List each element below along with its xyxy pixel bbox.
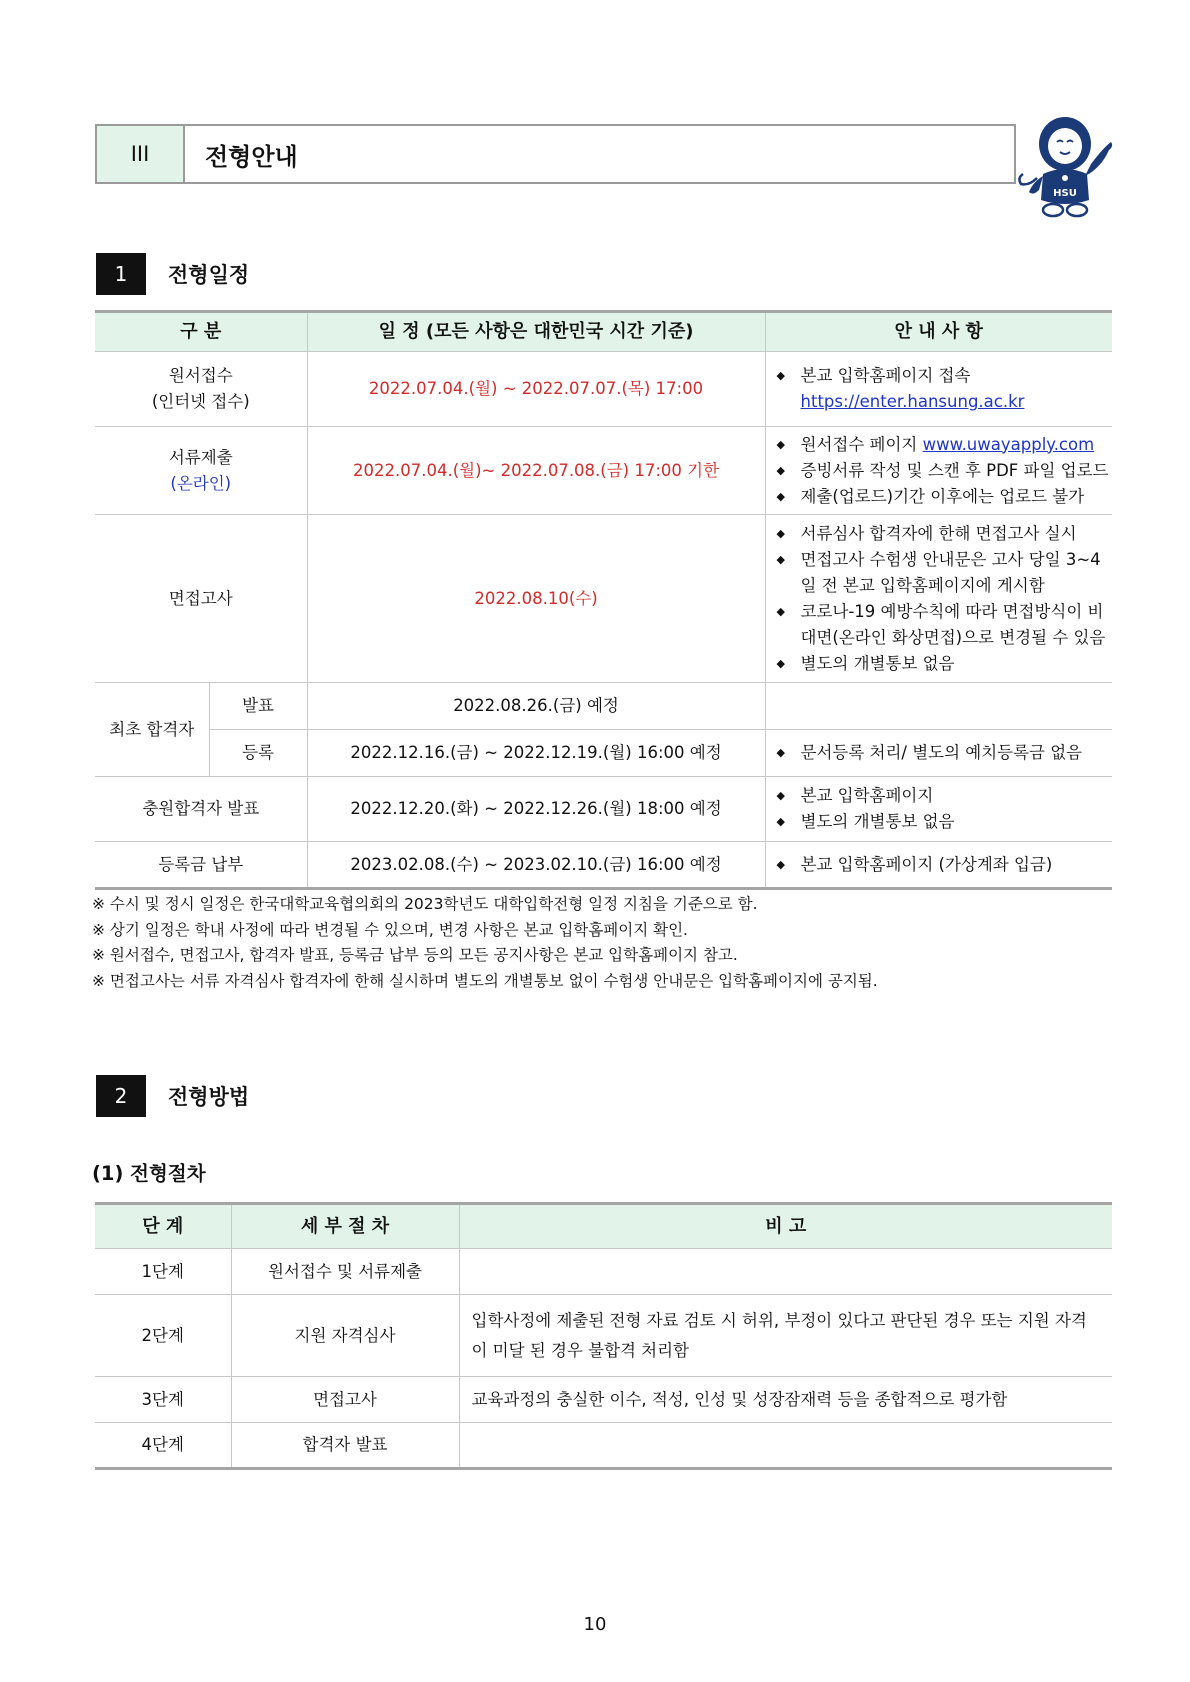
- first-register-date: 2022.12.16.(금) ~ 2022.12.19.(월) 16:00 예정: [307, 730, 765, 777]
- additional-notes: [765, 777, 1112, 842]
- additional-note-item: ◆ 본교 입학홈페이지: [777, 783, 1112, 809]
- stage-cell: 1단계: [95, 1249, 231, 1295]
- header-stage: 단 계: [95, 1204, 231, 1249]
- first-register-notes: [765, 730, 1112, 777]
- tuition-date: 2023.02.08.(수) ~ 2023.02.10.(금) 16:00 예정: [307, 842, 765, 889]
- chapter-number: III: [97, 126, 185, 182]
- row-first-register: [95, 730, 1112, 777]
- schedule-header-row: [95, 312, 1112, 352]
- remark-cell: [459, 1249, 1112, 1295]
- first-announce-label: 발표: [209, 683, 307, 730]
- apply-notes: [765, 352, 1112, 427]
- section-2-number: 2: [96, 1075, 146, 1117]
- first-announce-date: 2022.08.26.(금) 예정: [307, 683, 765, 730]
- header-detail: 세 부 절 차: [231, 1204, 459, 1249]
- enter-homepage-link[interactable]: https://enter.hansung.ac.kr: [800, 392, 1025, 411]
- page-number: 10: [583, 1614, 607, 1635]
- docs-notes: [765, 427, 1112, 515]
- uwayapply-link[interactable]: www.uwayapply.com: [922, 434, 1095, 454]
- additional-date: 2022.12.20.(화) ~ 2022.12.26.(월) 18:00 예정: [307, 777, 765, 842]
- register-note-item: ◆ 문서등록 처리/ 별도의 예치등록금 없음: [777, 740, 1112, 766]
- docs-note-item: ◆ 증빙서류 작성 및 스캔 후 PDF 파일 업로드: [777, 458, 1112, 484]
- stage-cell: 3단계: [95, 1377, 231, 1423]
- interview-date: 2022.08.10(수): [307, 515, 765, 683]
- detail-cell: 지원 자격심사: [231, 1295, 459, 1377]
- detail-cell: 원서접수 및 서류제출: [231, 1249, 459, 1295]
- table-row: [95, 1377, 1112, 1423]
- table-row: [95, 1295, 1112, 1377]
- procedure-header-row: [95, 1204, 1112, 1249]
- interview-notes: [765, 515, 1112, 683]
- tuition-notes: [765, 842, 1112, 889]
- stage-cell: 4단계: [95, 1423, 231, 1469]
- section-1-title: 전형일정: [168, 263, 250, 287]
- header-remark: 비 고: [459, 1204, 1112, 1249]
- additional-label: 충원합격자 발표: [95, 777, 307, 842]
- apply-label: 원서접수 (인터넷 접수): [95, 352, 307, 427]
- procedure-subtitle: (1) 전형절차: [92, 1162, 206, 1185]
- docs-note-item: ◆ 제출(업로드)기간 이후에는 업로드 불가: [777, 484, 1112, 510]
- section-1-header: [96, 253, 249, 295]
- interview-note-item: ◆ 코로나-19 예방수칙에 따라 면접방식이 비대면(온라인 화상면접)으로 변경될 수 있음: [777, 599, 1112, 651]
- docs-label: 서류제출 (온라인): [95, 427, 307, 515]
- schedule-table: [95, 310, 1112, 890]
- interview-note-item: ◆ 면접고사 수험생 안내문은 고사 당일 3~4일 전 본교 입학홈페이지에 게시함: [777, 547, 1112, 599]
- header-schedule: 일 정 (모든 사항은 대한민국 시간 기준): [307, 312, 765, 352]
- remark-cell: 입학사정에 제출된 전형 자료 검토 시 허위, 부정이 있다고 판단된 경우 또는 지원 자격이 미달 된 경우 불합격 처리함: [459, 1295, 1112, 1377]
- row-tuition: [95, 842, 1112, 889]
- detail-cell: 합격자 발표: [231, 1423, 459, 1469]
- tuition-note-item: ◆ 본교 입학홈페이지 (가상계좌 입금): [777, 852, 1112, 878]
- procedure-table: [95, 1202, 1112, 1470]
- hsu-mascot-icon: [1015, 112, 1115, 220]
- interview-note-item: ◆ 별도의 개별통보 없음: [777, 651, 1112, 677]
- first-announce-notes: [765, 683, 1112, 730]
- header-category: 구 분: [95, 312, 307, 352]
- docs-date: 2022.07.04.(월)~ 2022.07.08.(금) 17:00 기한: [307, 427, 765, 515]
- interview-note-item: ◆ 서류심사 합격자에 한해 면접고사 실시: [777, 521, 1112, 547]
- note-line: ※ 수시 및 정시 일정은 한국대학교육협의회의 2023학년도 대학입학전형 일정 지침을 기준으로 함.: [92, 895, 758, 913]
- row-apply: [95, 352, 1112, 427]
- additional-note-item: ◆ 별도의 개별통보 없음: [777, 809, 1112, 835]
- remark-cell: 교육과정의 충실한 이수, 적성, 인성 및 성장잠재력 등을 종합적으로 평가함: [459, 1377, 1112, 1423]
- mascot-badge: HSU: [1053, 188, 1077, 199]
- row-first-announce: [95, 683, 1112, 730]
- stage-cell: 2단계: [95, 1295, 231, 1377]
- interview-label: 면접고사: [95, 515, 307, 683]
- table-row: [95, 1249, 1112, 1295]
- chapter-title: 전형안내: [205, 142, 298, 171]
- row-interview: [95, 515, 1112, 683]
- schedule-notes: [92, 892, 878, 994]
- row-docs: [95, 427, 1112, 515]
- first-register-label: 등록: [209, 730, 307, 777]
- row-additional: [95, 777, 1112, 842]
- note-line: ※ 면접고사는 서류 자격심사 합격자에 한해 실시하며 별도의 개별통보 없이 수험생 안내문은 입학홈페이지에 공지됨.: [92, 971, 878, 990]
- detail-cell: 면접고사: [231, 1377, 459, 1423]
- chapter-header: [95, 124, 1016, 184]
- apply-note-item: ◆ 본교 입학홈페이지 접속 https://enter.hansung.ac.kr: [777, 363, 1112, 415]
- section-2-header: [96, 1075, 249, 1117]
- section-2-title: 전형방법: [168, 1085, 250, 1109]
- remark-cell: [459, 1423, 1112, 1469]
- note-line: ※ 원서접수, 면접고사, 합격자 발표, 등록금 납부 등의 모든 공지사항은 본교 입학홈페이지 참고.: [92, 946, 738, 964]
- table-row: [95, 1423, 1112, 1469]
- apply-date: 2022.07.04.(월) ~ 2022.07.07.(목) 17:00: [307, 352, 765, 427]
- note-line: ※ 상기 일정은 학내 사정에 따라 변경될 수 있으며, 변경 사항은 본교 입학홈페이지 확인.: [92, 920, 688, 939]
- docs-note-item: ◆ 원서접수 페이지 www.uwayapply.com: [777, 432, 1112, 458]
- section-1-number: 1: [96, 253, 146, 295]
- tuition-label: 등록금 납부: [95, 842, 307, 889]
- header-guide: 안 내 사 항: [765, 312, 1112, 352]
- first-pass-label: 최초 합격자: [95, 683, 209, 777]
